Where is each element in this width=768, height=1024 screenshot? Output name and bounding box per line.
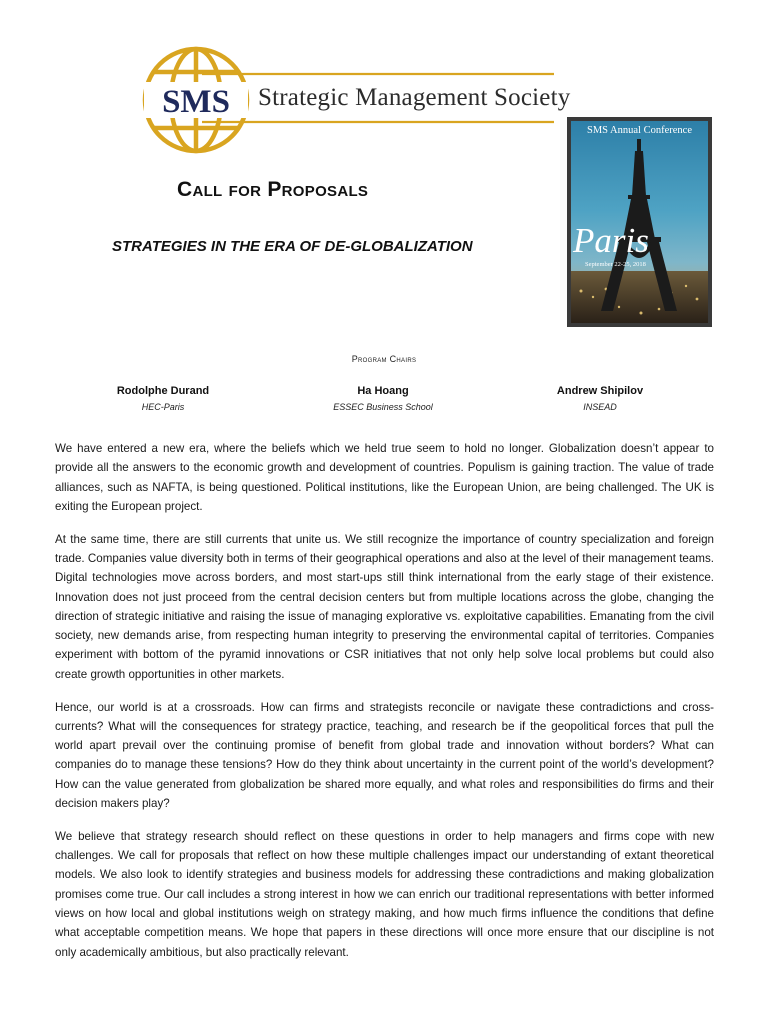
body-text: [55, 439, 714, 975]
chair-name: Andrew Shipilov: [556, 385, 644, 397]
poster-title: SMS Annual Conference: [587, 125, 692, 136]
chair-affiliation: HEC-Paris: [141, 402, 185, 412]
paragraph: We believe that strategy research should reflect on these questions in order to help managers and firms cope with new challenges. We call for proposals that reflect on how these multiple challenges impact our understanding of extant theoretical models. We also look to identify strategies and business models for addressing these contradictions and making globalization promises come true. Our call includes a strong interest in how we can enrich our traditional representations with better informed views on how local and global institutions weigh on strategy making, and how much firms influence the conditions that define what acceptable competition means. We hope that papers in these directions will once more ensure that our discipline is not only academically ambitious, but also practically relevant.: [55, 829, 714, 959]
page-subtitle: STRATEGIES IN THE ERA OF DE-GLOBALIZATION: [112, 238, 473, 255]
program-chairs-heading: Program Chairs: [351, 354, 417, 364]
page-title: Call for Proposals: [177, 178, 369, 201]
poster-dates: September 22-25, 2018: [585, 261, 646, 268]
chair-affiliation: INSEAD: [583, 402, 617, 412]
chair-durand: [63, 384, 263, 414]
chair-shipilov: [500, 384, 700, 414]
chair-hoang: [283, 384, 483, 414]
chair-name: Ha Hoang: [357, 385, 409, 397]
chair-name: Rodolphe Durand: [116, 385, 210, 397]
conference-poster: [567, 117, 712, 327]
paragraph: Hence, our world is at a crossroads. How can firms and strategists reconcile or navigate these contradictions and cross-currents? What will the consequences for strategy practice, teaching, and research be if the geopolitical forces that pull the world apart prevail over the continuing promise of benefit from global trade and innovation without borders? What can companies do to manage these tensions? How do they think about uncertainty in the current point of the world’s development? How can the value generated from globalization be shared more equally, and what roles and responsibilities do firms and their decision makers play?: [55, 700, 714, 811]
logo-society-name: Strategic Management Society: [258, 84, 571, 111]
paragraph: At the same time, there are still currents that unite us. We still recognize the importance of country specialization and foreign trade. Companies value diversity both in terms of their geographical operations and also at the level of their management teams. Digital technologies move across borders, and most start-ups still think international from the early stage of their existence. Innovation does not just proceed from the central decision centers but from multiple locations across the globe, changing the direction of strategic initiative and raising the issue of managing explorative vs. exploitative capabilities. Emanating from the civil society, new demands arise, from respecting human integrity to preserving the environmental capital of territories. Companies experiment with bottom of the pyramid innovations or CSR initiatives that not only help solve local problems but could also create growth opportunities in other markets.: [55, 532, 714, 681]
poster-city: Paris: [573, 221, 649, 260]
logo-acronym: SMS: [162, 84, 230, 120]
paragraph: We have entered a new era, where the beliefs which we held true seem to hold no longer. Globalization doesn’t appear to provide all the answers to the economic growth and development of countries. Populism is gaining traction. The value of trade alliances, such as NAFTA, is being questioned. Political institutions, like the European Union, are being challenged. The UK is exiting the European project.: [55, 442, 714, 513]
chair-affiliation: ESSEC Business School: [333, 402, 433, 412]
